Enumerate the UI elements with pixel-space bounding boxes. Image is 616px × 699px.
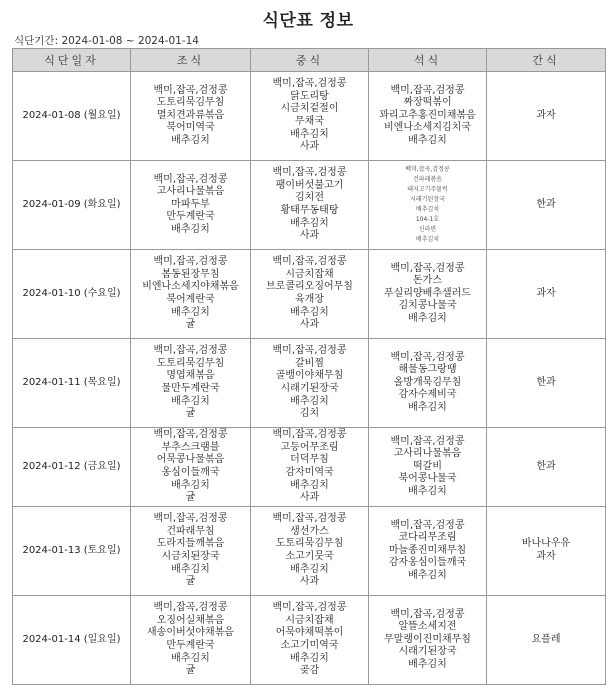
menu-item: 육개장 [295,294,324,305]
menu-item: 도토리묵김무침 [156,97,225,109]
menu-item: 돼지고기주물럭 [407,186,448,193]
meal-period: 식단기간: 2024-01-08 ~ 2024-01-14 [14,35,199,47]
menu-item: 백미,잡곡,검정콩 [272,345,347,357]
menu-item: 과자 [536,551,556,562]
menu-item: 브로콜리오징어무침 [266,281,353,293]
menu-item: 요플레 [531,633,561,645]
menu-item: 시래기된장국 [398,646,457,658]
menu-item: 팽이버섯불고기 [275,179,344,191]
menu-item: 비엔나소세지김치국 [384,122,471,134]
menu-item: 사과 [299,492,320,504]
menu-item: 사과 [299,319,320,331]
menu-item: 감자옹심이들깨국 [388,557,467,569]
page-title: 식단표 정보 [262,11,354,31]
breakfast-cell [131,339,251,428]
menu-item: 황태무동태탕 [280,205,339,216]
meal-table [12,48,606,685]
date-cell: 2024-01-09 (화요일) [13,161,131,250]
menu-item: 배추김치 [290,128,329,140]
menu-item: 한과 [536,460,556,472]
menu-item: 떡갈비 [413,460,442,472]
menu-item: 부추스크램블 [161,441,220,453]
menu-item: 북어콩나물국 [398,473,457,485]
table-row [13,72,606,161]
menu-item: 백미,잡곡,검정콩 [390,608,465,620]
menu-item: 백미,잡곡,검정콩 [272,602,347,614]
menu-item: 배추김치 [290,479,329,491]
menu-item: 고사리나물볶음 [393,448,462,460]
menu-item: 감자미역국 [285,467,334,478]
menu-item: 백미,잡곡,검정콩 [153,84,228,96]
menu-item: 백미,잡곡,검정콩 [153,513,228,525]
menu-item: 배추김치 [408,485,447,497]
menu-item: 백미,잡곡,검정콩 [153,429,228,441]
menu-item: 시래기된장국 [410,196,445,203]
menu-item: 배추김치 [171,652,210,664]
menu-item: 배추김치 [171,479,210,491]
menu-item: 돈가스 [413,275,442,287]
snack-cell [487,72,606,161]
menu-item: 멸치견과류볶음 [156,109,225,121]
menu-item: 명엽채볶음 [166,370,215,382]
menu-item: 배추김치 [290,563,329,575]
menu-item: 무채국 [295,116,324,127]
snack-cell [487,507,606,596]
table-row [13,507,606,596]
menu-item: 배추김치 [171,223,210,235]
menu-item: 배추김치 [415,236,440,243]
dinner-cell [369,596,487,685]
table-row [13,596,606,685]
menu-item: 배추김치 [171,395,210,407]
lunch-cell [251,428,369,507]
menu-item: 고사리나물볶음 [156,186,225,198]
menu-item: 백미,잡곡,검정콩 [390,262,465,274]
menu-item: 골뱅이야채무침 [275,370,344,382]
header-breakfast: 조식 [131,49,251,72]
header-date: 식단일자 [13,49,131,72]
menu-item: 새송이버섯야채볶음 [147,627,234,639]
menu-item: 배추김치 [415,206,440,213]
menu-item: 옹심이들깨국 [161,467,220,478]
menu-item: 건파래무침 [166,525,215,537]
menu-item: 푸실리양배추샐러드 [384,287,471,299]
lunch-cell [251,507,369,596]
menu-item: 해물동그랑땡 [398,364,457,376]
table-row [13,428,606,507]
dinner-cell [369,339,487,428]
table-row [13,339,606,428]
menu-item: 무말랭이진미채무침 [384,633,471,645]
snack-cell [487,596,606,685]
menu-item: 물만두계란국 [161,383,220,394]
menu-item: 사과 [299,576,320,588]
menu-item: 봄동된장무침 [161,268,220,280]
menu-item: 104-1호 [415,216,440,223]
menu-item: 시래기된장국 [280,383,339,394]
menu-item: 만두계란국 [166,211,215,223]
menu-item: 백미,잡곡,검정콩 [390,435,465,447]
menu-item: 백미,잡곡,검정콩 [153,345,228,357]
menu-item: 백미,잡곡,검정콩 [153,256,228,268]
menu-item: 김치전 [295,192,324,204]
menu-item: 백미,잡곡,검정콩 [390,84,465,96]
date-cell: 2024-01-11 (목요일) [13,339,131,428]
menu-item: 도라지들깨볶음 [156,538,225,550]
menu-item: 올방개묵김무침 [393,376,462,388]
table-row [13,161,606,250]
menu-item: 과자 [536,109,556,121]
menu-item: 짜장떡볶이 [403,97,452,109]
breakfast-cell [131,507,251,596]
table-body [13,72,606,685]
menu-item: 과자 [536,287,556,299]
menu-item: 알뜰소세지전 [398,621,457,633]
menu-item: 고등어무조림 [280,441,339,453]
menu-item: 귤 [185,576,196,588]
menu-item: 마늘종진미채무침 [388,544,467,556]
menu-item: 백미,잡곡,검정콩 [405,166,450,173]
menu-item: 소고기미역국 [280,640,339,651]
header-snack: 간식 [487,49,606,72]
menu-item: 더덕무침 [290,454,329,466]
menu-item: 마파두부 [171,198,210,210]
menu-item: 배추김치 [290,652,329,664]
dinner-cell [369,161,487,250]
menu-item: 김치콩나물국 [398,300,457,312]
date-cell: 2024-01-14 (일요일) [13,596,131,685]
menu-item: 배추김치 [408,134,447,146]
breakfast-cell [131,72,251,161]
menu-item: 배추김치 [408,569,447,581]
menu-item: 귤 [185,665,196,677]
menu-item: 배추김치 [290,217,329,229]
menu-item: 어묵야채떡볶이 [275,627,344,639]
lunch-cell [251,72,369,161]
menu-item: 소고기뭇국 [285,551,334,562]
menu-item: 어묵콩나물볶음 [156,454,225,466]
date-cell: 2024-01-10 (수요일) [13,250,131,339]
menu-item: 북어미역국 [166,122,215,134]
menu-item: 백미,잡곡,검정콩 [390,351,465,363]
menu-item: 배추김치 [290,306,329,318]
menu-item: 배추김치 [290,395,329,407]
menu-item: 시금치된장국 [161,551,220,562]
menu-item: 배추김치 [408,312,447,324]
menu-item: 만두계란국 [166,640,215,651]
menu-item: 오징어실채볶음 [156,614,225,626]
menu-item: 배추김치 [408,658,447,670]
menu-item: 백미,잡곡,검정콩 [272,167,347,179]
breakfast-cell [131,428,251,507]
menu-item: 시금치잡채 [285,614,334,626]
menu-item: 꽈리고추홍진미채볶음 [379,109,476,121]
header-lunch: 중식 [251,49,369,72]
date-cell: 2024-01-12 (금요일) [13,428,131,507]
menu-item: 배추김치 [171,563,210,575]
menu-item: 백미,잡곡,검정콩 [153,602,228,614]
snack-cell [487,339,606,428]
menu-item: 사과 [299,230,320,242]
menu-item: 백미,잡곡,검정콩 [272,256,347,268]
menu-item: 생선가스 [290,525,329,537]
menu-item: 신라면 [418,226,437,233]
lunch-cell [251,596,369,685]
breakfast-cell [131,250,251,339]
breakfast-cell [131,161,251,250]
menu-item: 바나나우유 [521,538,571,550]
snack-cell [487,428,606,507]
menu-item: 건파래볶음 [413,176,442,183]
menu-item: 도토리묵김무침 [156,357,225,369]
menu-item: 백미,잡곡,검정콩 [272,429,347,441]
menu-item: 백미,잡곡,검정콩 [272,513,347,525]
menu-item: 갈비찜 [295,357,324,369]
table-header-row [13,49,606,72]
menu-item: 배추김치 [408,401,447,413]
dinner-cell [369,507,487,596]
menu-item: 도토리묵김무침 [275,538,344,550]
table-row [13,250,606,339]
snack-cell [487,250,606,339]
menu-item: 북어계란국 [166,294,215,305]
menu-item: 배추김치 [171,306,210,318]
dinner-cell [369,72,487,161]
header-dinner: 석식 [369,49,487,72]
dinner-cell [369,428,487,507]
menu-item: 한과 [536,198,556,210]
lunch-cell [251,339,369,428]
date-cell: 2024-01-08 (월요일) [13,72,131,161]
dinner-cell [369,250,487,339]
menu-item: 비엔나소세지야채볶음 [142,281,239,293]
lunch-cell [251,161,369,250]
menu-item: 귤 [185,408,196,420]
lunch-cell [251,250,369,339]
snack-cell [487,161,606,250]
menu-item: 김치 [299,408,320,420]
menu-item: 사과 [299,141,320,153]
menu-item: 귤 [185,319,196,331]
date-cell: 2024-01-13 (토요일) [13,507,131,596]
menu-item: 닭도리탕 [290,90,329,102]
menu-item: 한과 [536,376,556,388]
menu-item: 백미,잡곡,검정콩 [390,519,465,531]
menu-item: 시금치잡채 [285,268,334,280]
menu-item: 귤 [185,492,196,504]
menu-item: 백미,잡곡,검정콩 [272,78,347,90]
menu-item: 백미,잡곡,검정콩 [153,173,228,185]
menu-item: 시금치겉절이 [280,103,339,115]
breakfast-cell [131,596,251,685]
menu-item: 코다리무조림 [398,532,457,544]
menu-item: 감자수제비국 [398,389,457,401]
menu-item: 곶감 [299,665,320,677]
menu-item: 배추김치 [171,134,210,146]
